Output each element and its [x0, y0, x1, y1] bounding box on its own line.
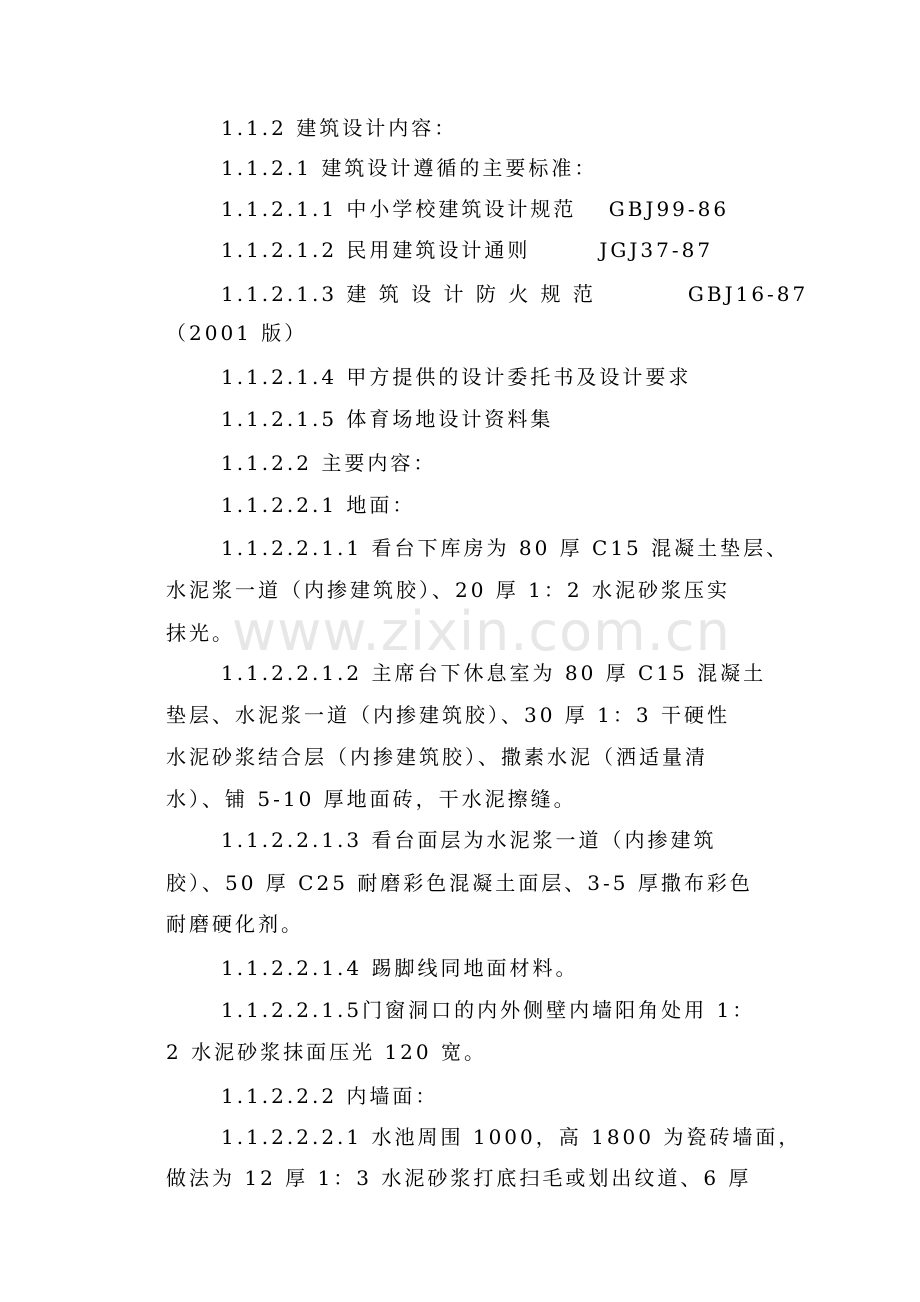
standard-item-5: 1.1.2.1.5 体育场地设计资料集: [221, 407, 554, 431]
paragraph-line: 水泥浆一道（内掺建筑胶）、20 厚 1：2 水泥砂浆压实: [166, 578, 730, 602]
paragraph-line: 耐磨硬化剂。: [166, 912, 304, 936]
paragraph-line: 垫层、水泥浆一道（内掺建筑胶）、30 厚 1：3 干硬性: [166, 703, 730, 727]
paragraph-line: 做法为 12 厚 1：3 水泥砂浆打底扫毛或划出纹道、6 厚: [166, 1166, 752, 1190]
heading-interior-wall: 1.1.2.2.2 内墙面：: [221, 1084, 439, 1108]
paragraph-line: 2 水泥砂浆抹面压光 120 宽。: [166, 1040, 487, 1064]
heading-1-1-2-1: 1.1.2.1 建筑设计遵循的主要标准：: [221, 156, 598, 180]
heading-1-1-2: 1.1.2 建筑设计内容：: [221, 116, 458, 140]
standard-item-2: 1.1.2.1.2 民用建筑设计通则 JGJ37-87: [221, 238, 714, 262]
heading-main-content: 1.1.2.2 主要内容：: [221, 451, 437, 475]
paragraph-line: 1.1.2.2.1.2 主席台下休息室为 80 厚 C15 混凝土: [221, 661, 767, 685]
paragraph-line: 1.1.2.2.1.5门窗洞口的内外侧壁内墙阳角处用 1：: [221, 998, 756, 1022]
paragraph-line: 1.1.2.2.1.4 踢脚线同地面材料。: [221, 956, 579, 980]
standard-item-3: 1.1.2.1.3 建 筑 设 计 防 火 规 范 GBJ16-87: [221, 282, 809, 306]
paragraph-line: 水）、铺 5-10 厚地面砖，干水泥擦缝。: [166, 787, 577, 811]
paragraph-line: 抹光。: [166, 621, 235, 645]
paragraph-line: 1.1.2.2.1.1 看台下库房为 80 厚 C15 混凝土垫层、: [221, 536, 790, 560]
watermark: www.zixin.com.cn: [232, 600, 731, 663]
standard-item-1: 1.1.2.1.1 中小学校建筑设计规范 GBJ99-86: [221, 197, 730, 221]
paragraph-line: 1.1.2.2.1.3 看台面层为水泥浆一道（内掺建筑: [221, 828, 717, 852]
paragraph-line: 水泥砂浆结合层（内掺建筑胶）、撒素水泥（洒适量清: [166, 745, 708, 769]
paragraph-line: 胶）、50 厚 C25 耐磨彩色混凝土面层、3-5 厚撒布彩色: [166, 871, 753, 895]
standard-item-3-continued: （2001 版）: [166, 321, 308, 345]
heading-floor: 1.1.2.2.1 地面：: [221, 493, 416, 517]
standard-item-4: 1.1.2.1.4 甲方提供的设计委托书及设计要求: [221, 365, 692, 389]
paragraph-line: 1.1.2.2.2.1 水池周围 1000，高 1800 为瓷砖墙面，: [221, 1125, 802, 1149]
